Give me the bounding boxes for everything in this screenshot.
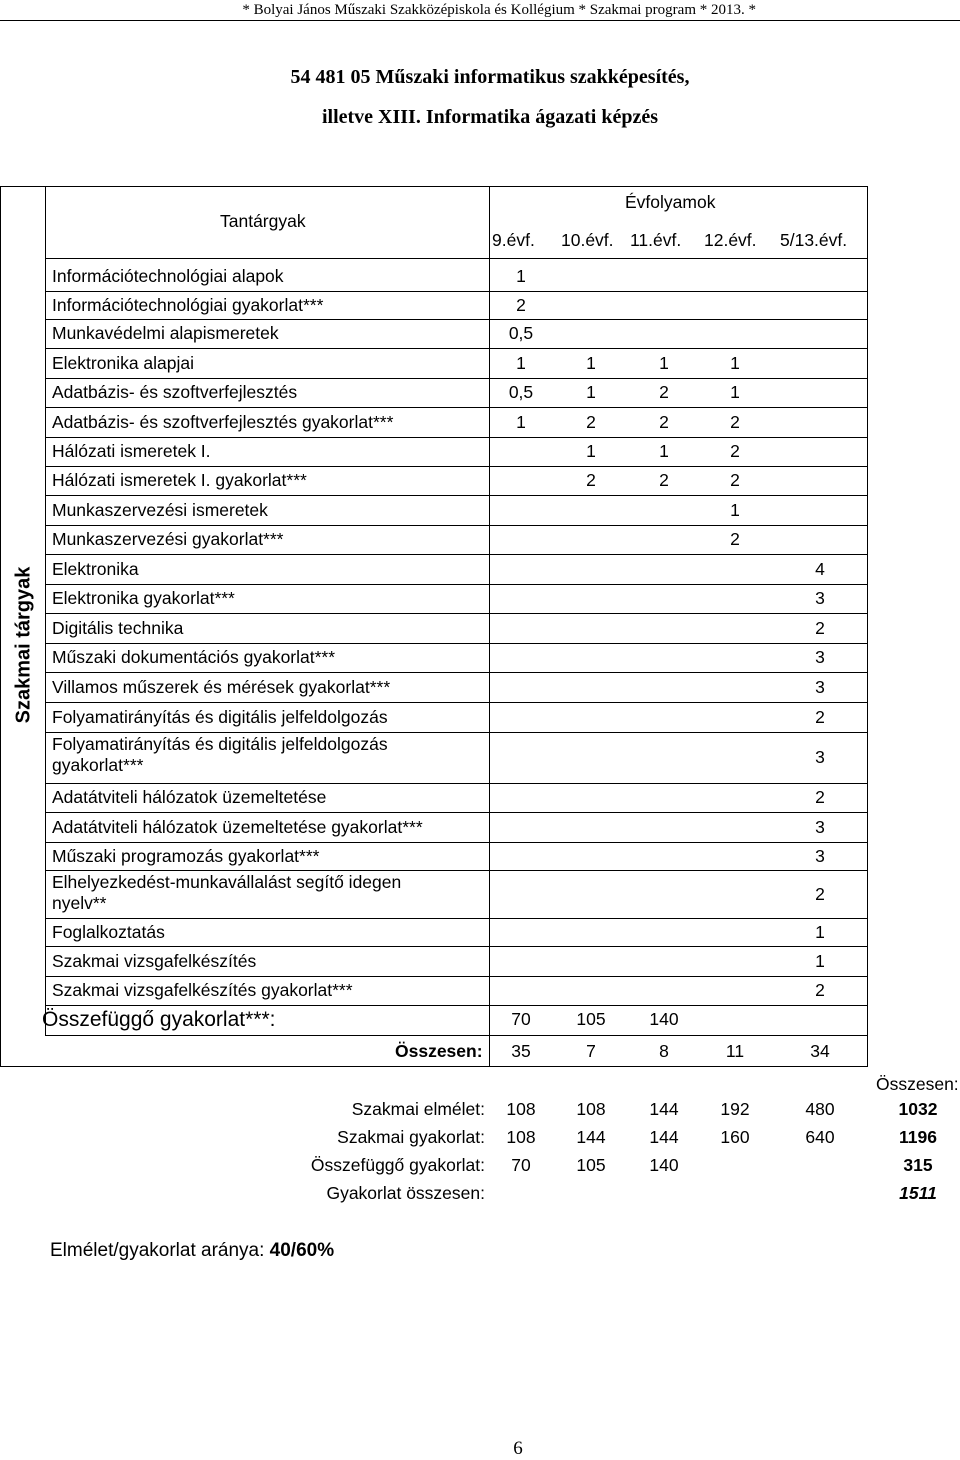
subject-name: Munkavédelmi alapismeretek <box>52 323 279 343</box>
row-rule <box>45 643 868 644</box>
subject-name: Elektronika alapjai <box>52 353 195 373</box>
subject-name: Digitális technika <box>52 618 184 638</box>
cell-value: 2 <box>815 980 825 1000</box>
ratio-line: Elmélet/gyakorlat aránya: 40/60% <box>50 1240 335 1261</box>
cell-value: 2 <box>586 412 596 432</box>
row-rule <box>45 918 868 919</box>
cell-value: 2 <box>659 470 669 490</box>
row-rule <box>45 672 868 673</box>
table-right-border <box>867 186 868 1066</box>
summary-label: Szakmai gyakorlat: <box>337 1127 485 1147</box>
summary-value: 480 <box>805 1099 835 1119</box>
total-row-rule <box>0 1066 868 1067</box>
total-value: 34 <box>810 1041 830 1061</box>
summary-label: Gyakorlat összesen: <box>326 1183 485 1203</box>
subject-name: Hálózati ismeretek I. gyakorlat*** <box>52 470 307 490</box>
summary-value: 108 <box>506 1127 536 1147</box>
row-rule <box>45 291 868 292</box>
row-rule <box>45 870 868 871</box>
page-header-text: * Bolyai János Műszaki Szakközépiskola és Kollégium * Szakmai program * 2013. * <box>242 2 756 18</box>
row-rule <box>45 554 868 555</box>
cell-value: 3 <box>815 588 825 608</box>
row-rule <box>45 584 868 585</box>
summary-value: 108 <box>576 1099 606 1119</box>
document-title-line2: illetve XIII. Informatika ágazati képzés <box>321 106 659 128</box>
subject-name: Munkaszervezési ismeretek <box>52 500 268 520</box>
cell-value: 2 <box>659 412 669 432</box>
subject-name-continued: gyakorlat*** <box>52 755 144 775</box>
cell-value: 1 <box>586 382 596 402</box>
side-column-border <box>45 186 46 1036</box>
subject-name: Információtechnológiai gyakorlat*** <box>52 295 324 315</box>
subject-name: Elhelyezkedést-munkavállalást segítő idegen nyelv** <box>52 872 402 913</box>
cell-value: 2 <box>815 787 825 807</box>
row-rule <box>45 378 868 379</box>
subject-name: Folyamatirányítás és digitális jelfeldolgozás gyakorlat*** <box>52 734 388 775</box>
subject-name: Munkaszervezési gyakorlat*** <box>52 529 284 549</box>
summary-value: 144 <box>649 1099 679 1119</box>
cell-value: 0,5 <box>508 382 534 402</box>
summary-label: Összefüggő gyakorlat: <box>310 1155 485 1175</box>
cell-value: 1 <box>815 922 825 942</box>
subject-name: Műszaki dokumentációs gyakorlat*** <box>52 647 336 667</box>
row-rule <box>45 348 868 349</box>
summary-value: 144 <box>649 1127 679 1147</box>
header-bottom <box>45 258 868 259</box>
column-header-5: 5/13.évf. <box>780 230 848 250</box>
subject-name: Elektronika <box>52 559 139 579</box>
cell-value: 1 <box>516 412 526 432</box>
cell-value: 2 <box>730 529 740 549</box>
col-sep <box>489 258 490 1066</box>
subject-name: Adatbázis- és szoftverfejlesztés <box>52 382 298 402</box>
subject-name: Elektronika gyakorlat*** <box>52 588 235 608</box>
cell-value: 1 <box>659 353 669 373</box>
cell-value: 2 <box>659 382 669 402</box>
cell-value: 2 <box>815 707 825 727</box>
summary-total: 1511 <box>899 1183 937 1203</box>
cell-value: 2 <box>516 295 526 315</box>
cell-value: 3 <box>815 846 825 866</box>
total-value: 11 <box>725 1041 745 1061</box>
row-rule <box>45 732 868 733</box>
summary-total: 315 <box>903 1155 933 1175</box>
cell-value: 2 <box>730 470 740 490</box>
row-rule <box>45 319 868 320</box>
row-rule <box>45 702 868 703</box>
subject-name: Folyamatirányítás és digitális jelfeldolgozás <box>52 707 388 727</box>
summary-value: 105 <box>576 1155 606 1175</box>
cell-value: 3 <box>815 747 825 767</box>
cell-value: 2 <box>586 470 596 490</box>
subject-name: Adatátviteli hálózatok üzemeltetése <box>52 787 327 807</box>
summary-total: 1196 <box>899 1127 937 1147</box>
row-rule <box>45 466 868 467</box>
cell-value: 3 <box>815 647 825 667</box>
cell-value: 3 <box>815 817 825 837</box>
continuous-practice-label: Összefüggő gyakorlat***: <box>42 1008 276 1031</box>
cell-value: 0,5 <box>508 323 534 343</box>
row-rule <box>45 812 868 813</box>
cell-value: 2 <box>815 884 825 904</box>
row-rule <box>45 842 868 843</box>
row-rule <box>45 495 868 496</box>
column-header-2: 10.évf. <box>561 230 614 250</box>
continuous-practice-value: 140 <box>649 1009 679 1029</box>
years-header: Évfolyamok <box>625 192 716 212</box>
row-rule <box>45 407 868 408</box>
total-value: 7 <box>586 1041 596 1061</box>
cell-value: 2 <box>730 441 740 461</box>
cell-value: 4 <box>815 559 825 579</box>
subject-name: Szakmai vizsgafelkészítés <box>52 951 257 971</box>
row-rule <box>45 437 868 438</box>
summary-total: 1032 <box>898 1099 938 1119</box>
summary-value: 192 <box>720 1099 750 1119</box>
page-number: 6 <box>513 1438 523 1459</box>
cell-value: 2 <box>815 618 825 638</box>
row-rule <box>45 1005 868 1006</box>
continuous-practice-value: 70 <box>511 1009 531 1029</box>
cell-value: 1 <box>730 500 740 520</box>
subject-name: Villamos műszerek és mérések gyakorlat*** <box>52 677 391 697</box>
years-left <box>489 186 490 258</box>
cell-value: 1 <box>730 353 740 373</box>
subject-name: Adatbázis- és szoftverfejlesztés gyakorlat*** <box>52 412 394 432</box>
summary-value: 160 <box>720 1127 750 1147</box>
row-rule <box>45 783 868 784</box>
summary-value: 108 <box>506 1099 536 1119</box>
table-left-border <box>0 186 1 1066</box>
row-rule <box>45 976 868 977</box>
total-label: Összesen: <box>395 1041 483 1061</box>
cell-value: 1 <box>516 353 526 373</box>
row-rule <box>45 525 868 526</box>
subjects-header: Tantárgyak <box>220 211 306 231</box>
total-value: 35 <box>511 1041 531 1061</box>
total-value: 8 <box>659 1041 669 1061</box>
years-top <box>489 186 868 187</box>
subject-name: Hálózati ismeretek I. <box>52 441 211 461</box>
cell-value: 1 <box>516 266 526 286</box>
summary-label: Szakmai elmélet: <box>351 1099 485 1119</box>
column-header-3: 11.évf. <box>630 230 682 250</box>
document-title-line1: 54 481 05 Műszaki informatikus szakképesítés, <box>290 66 690 88</box>
summary-value: 140 <box>649 1155 679 1175</box>
column-header-1: 9.évf. <box>492 230 535 250</box>
subject-name: Adatátviteli hálózatok üzemeltetése gyakorlat*** <box>52 817 423 837</box>
subject-name: Információtechnológiai alapok <box>52 266 284 286</box>
column-header-4: 12.évf. <box>704 230 757 250</box>
continuous-row-rule <box>45 1035 868 1036</box>
cell-value: 1 <box>586 441 596 461</box>
cell-value: 1 <box>586 353 596 373</box>
cell-value: 1 <box>659 441 669 461</box>
cell-value: 3 <box>815 677 825 697</box>
subject-name: Foglalkoztatás <box>52 922 165 942</box>
summary-value: 144 <box>576 1127 606 1147</box>
subject-name: Műszaki programozás gyakorlat*** <box>52 846 320 866</box>
cell-value: 2 <box>730 412 740 432</box>
summary-value: 70 <box>511 1155 531 1175</box>
row-rule <box>45 613 868 614</box>
summary-total-header: Összesen: <box>876 1074 959 1094</box>
summary-value: 640 <box>805 1127 835 1147</box>
subject-name-continued: nyelv** <box>52 893 107 913</box>
side-label: Szakmai tárgyak <box>12 566 35 724</box>
continuous-practice-value: 105 <box>576 1009 606 1029</box>
row-rule <box>45 946 868 947</box>
subject-name: Szakmai vizsgafelkészítés gyakorlat*** <box>52 980 353 1000</box>
cell-value: 1 <box>815 951 825 971</box>
cell-value: 1 <box>730 382 740 402</box>
